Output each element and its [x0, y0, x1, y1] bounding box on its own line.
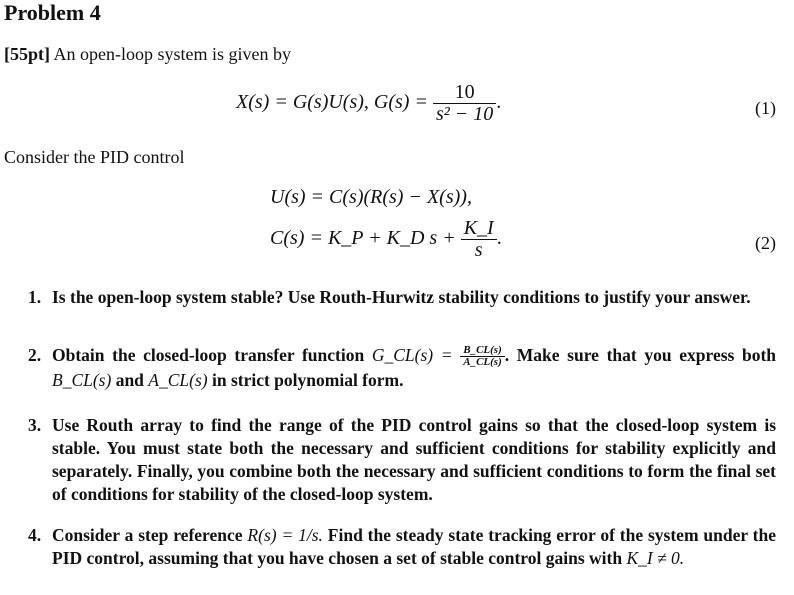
question-4-text	[52, 524, 776, 570]
consider-text: Consider the PID control	[4, 147, 185, 167]
question-2-fraction-denominator: A_CL(s)	[460, 356, 505, 369]
question-1-number: 1.	[28, 287, 42, 307]
equation-2-line-2: C(s) = K_P + K_D s + $\frac{K\_I}{s}$ .	[270, 217, 502, 261]
question-2-mid: Make sure that you express both	[516, 345, 777, 365]
question-4-pre: Consider a step reference	[52, 525, 243, 545]
points-label: [55pt]	[4, 44, 50, 64]
question-2	[28, 343, 777, 392]
question-2-fraction	[460, 345, 505, 369]
question-2-function: G_CL(s) =	[371, 345, 453, 365]
question-3	[28, 414, 776, 506]
equation-2-denominator: s	[461, 239, 497, 261]
equation-1-lhs: X(s) = G(s)U(s), G(s) =	[236, 91, 428, 114]
equation-1: X(s) = G(s)U(s), G(s) = $\frac{10}{\text{s² − 10}}$ .	[236, 81, 502, 125]
question-4-number: 4.	[28, 525, 42, 545]
question-4-reference: R(s) = 1/s.	[247, 525, 323, 545]
question-1	[28, 286, 776, 309]
equation-1-numerator: 10	[454, 81, 475, 103]
question-2-fraction-numerator: B_CL(s)	[463, 343, 502, 356]
intro-line	[4, 44, 291, 65]
question-2-pre: Obtain the closed-loop transfer function	[52, 345, 365, 365]
question-3-number: 3.	[28, 415, 42, 435]
question-2-and: and	[115, 370, 144, 391]
equation-2-lhs: C(s) = K_P + K_D s +	[270, 227, 456, 250]
question-3-text: Use Routh array to find the range of the PID control gains so that the closed-loop system is stable. You must state both the necessary and sufficient conditions for stability explicitly and separately. Finally, you combine both the necessary and sufficient conditions to form the final set of conditions for stability of the closed-loop system.	[52, 415, 776, 504]
equation-1-fraction	[433, 82, 496, 125]
intro-text: An open-loop system is given by	[53, 44, 291, 64]
question-2-poly-b: B_CL(s)	[52, 370, 112, 391]
question-2-post: in strict polynomial form.	[211, 370, 404, 391]
question-4	[28, 524, 777, 570]
equation-2-line-1: U(s) = C(s)(R(s) − X(s)),	[270, 186, 472, 208]
question-2-poly-a: A_CL(s)	[148, 370, 208, 391]
equation-2-number: (2)	[755, 233, 776, 253]
question-1-text: Is the open-loop system stable? Use Routh-Hurwitz stability conditions to justify your answer.	[52, 287, 751, 307]
equation-1-denominator: s² − 10	[433, 103, 496, 125]
equation-1-number: (1)	[755, 98, 776, 118]
equation-2-fraction	[461, 218, 497, 261]
question-2-number: 2.	[28, 345, 42, 365]
question-2-text: Obtain the closed-loop transfer function G_CL(s) = $\frac{B\_CL(s)}{A\_CL(s)}$ . Make sure that you express both B_CL(s) and A_CL(s) in strict polynomial form.	[52, 343, 777, 391]
question-4-condition: K_I ≠ 0.	[626, 548, 685, 568]
equation-2-numerator: K_I	[463, 217, 494, 239]
problem-title: Problem 4	[4, 0, 101, 25]
question-4-body: Find the steady state tracking error of the system under the PID control, assuming that you have chosen a set of stable control gains with	[52, 525, 777, 568]
